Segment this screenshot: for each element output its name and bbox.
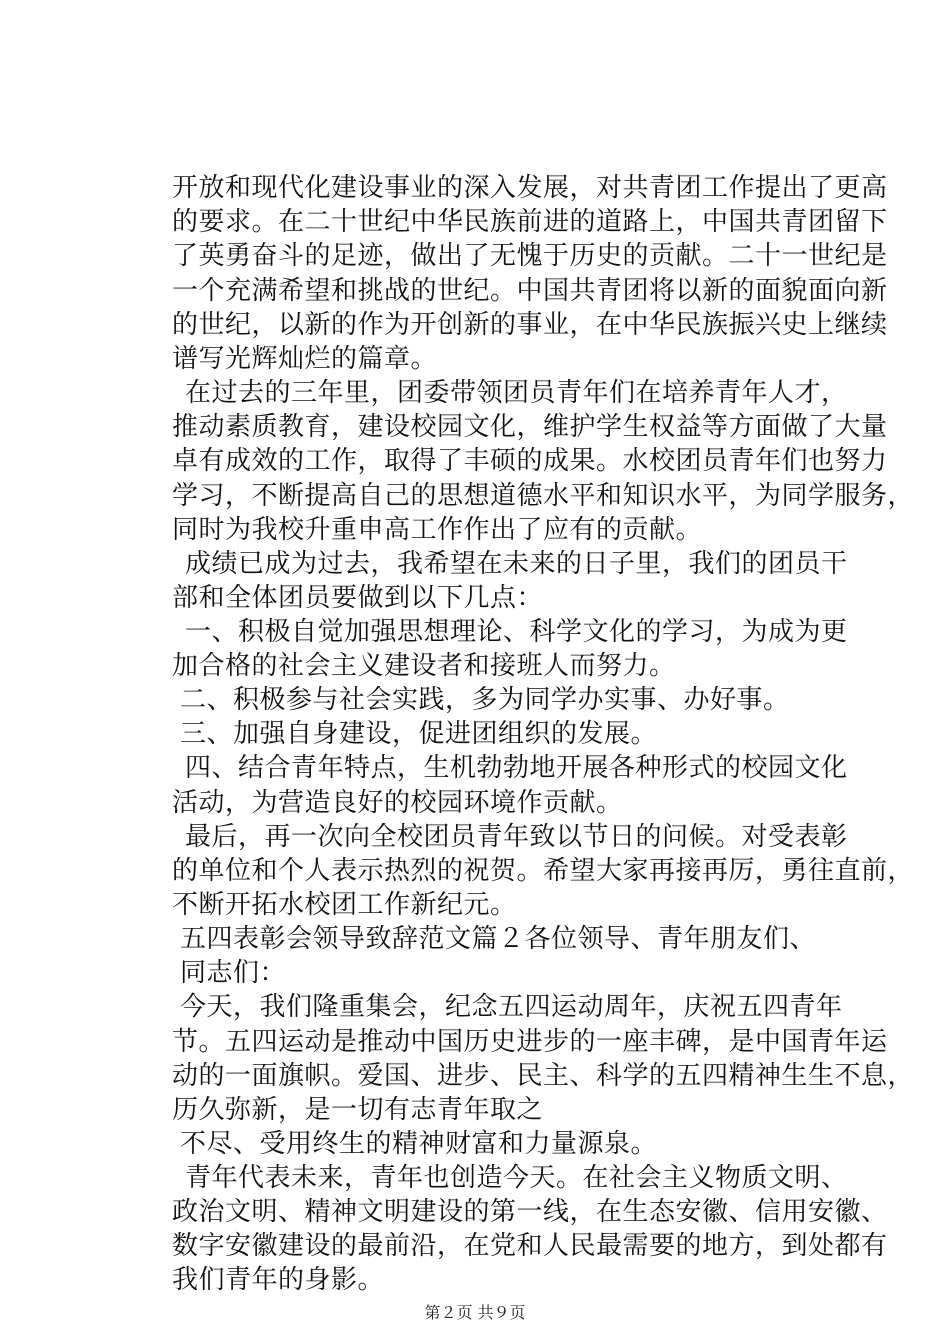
text-line: 部和全体团员要做到以下几点： — [172, 583, 544, 613]
text-line: 一、积极自觉加强思想理论、科学文化的学习，为成为更 — [185, 617, 848, 647]
text-line: 节。五四运动是推动中国历史进步的一座丰碑，是中国青年运 — [172, 1027, 888, 1057]
text-line: 成绩已成为过去，我希望在未来的日子里，我们的团员干 — [185, 549, 848, 579]
text-line: 三、加强自身建设，促进团组织的发展。 — [180, 719, 658, 749]
text-line: 推动素质教育，建设校园文化，维护学生权益等方面做了大量 — [172, 412, 888, 442]
text-line: 的要求。在二十世纪中华民族前进的道路上，中国共青团留下 — [172, 207, 888, 237]
text-line: 同志们： — [180, 958, 287, 988]
text-line: 动的一面旗帜。爱国、进步、民主、科学的五四精神生生不息， — [172, 1061, 915, 1091]
text-line: 今天，我们隆重集会，纪念五四运动周年，庆祝五四青年 — [180, 992, 843, 1022]
text-line: 我们青年的身影。 — [172, 1265, 385, 1295]
text-line: 四、结合青年特点，生机勃勃地开展各种形式的校园文化 — [185, 753, 848, 783]
text-line: 开放和现代化建设事业的深入发展，对共青团工作提出了更高 — [172, 173, 888, 203]
text-line: 数字安徽建设的最前沿，在党和人民最需要的地方，到处都有 — [172, 1231, 888, 1261]
text-line: 的单位和个人表示热烈的祝贺。希望大家再接再厉，勇往直前， — [172, 856, 915, 886]
text-line: 历久弥新，是一切有志青年取之 — [172, 1095, 544, 1125]
text-line: 了英勇奋斗的足迹，做出了无愧于历史的贡献。二十一世纪是 — [172, 241, 888, 271]
text-line: 学习，不断提高自己的思想道德水平和知识水平，为同学服务， — [172, 481, 915, 511]
text-line: 加合格的社会主义建设者和接班人而努力。 — [172, 651, 676, 681]
text-line: 卓有成效的工作，取得了丰硕的成果。水校团员青年们也努力 — [172, 446, 888, 476]
text-line: 最后，再一次向全校团员青年致以节日的问候。对受表彰 — [185, 822, 848, 852]
text-line: 青年代表未来，青年也创造今天。在社会主义物质文明、 — [185, 1163, 848, 1193]
text-line: 五四表彰会领导致辞范文篇２各位领导、青年朋友们、 — [180, 924, 817, 954]
text-line: 同时为我校升重申高工作作出了应有的贡献。 — [172, 515, 703, 545]
text-line: 不尽、受用终生的精神财富和力量源泉。 — [180, 1129, 658, 1159]
text-line: 的世纪，以新的作为开创新的事业，在中华民族振兴史上继续 — [172, 310, 888, 340]
text-line: 二、积极参与社会实践，多为同学办实事、办好事。 — [180, 685, 790, 715]
text-line: 不断开拓水校团工作新纪元。 — [172, 890, 517, 920]
text-line: 谱写光辉灿烂的篇章。 — [172, 344, 438, 374]
text-line: 在过去的三年里，团委带领团员青年们在培养青年人才， — [185, 378, 848, 408]
text-line: 活动，为营造良好的校园环境作贡献。 — [172, 788, 623, 818]
page-number-footer: 第２页 共９页 — [424, 1303, 526, 1322]
text-line: 政治文明、精神文明建设的第一线，在生态安徽、信用安徽、 — [172, 1197, 888, 1227]
text-line: 一个充满希望和挑战的世纪。中国共青团将以新的面貌面向新 — [172, 276, 888, 306]
